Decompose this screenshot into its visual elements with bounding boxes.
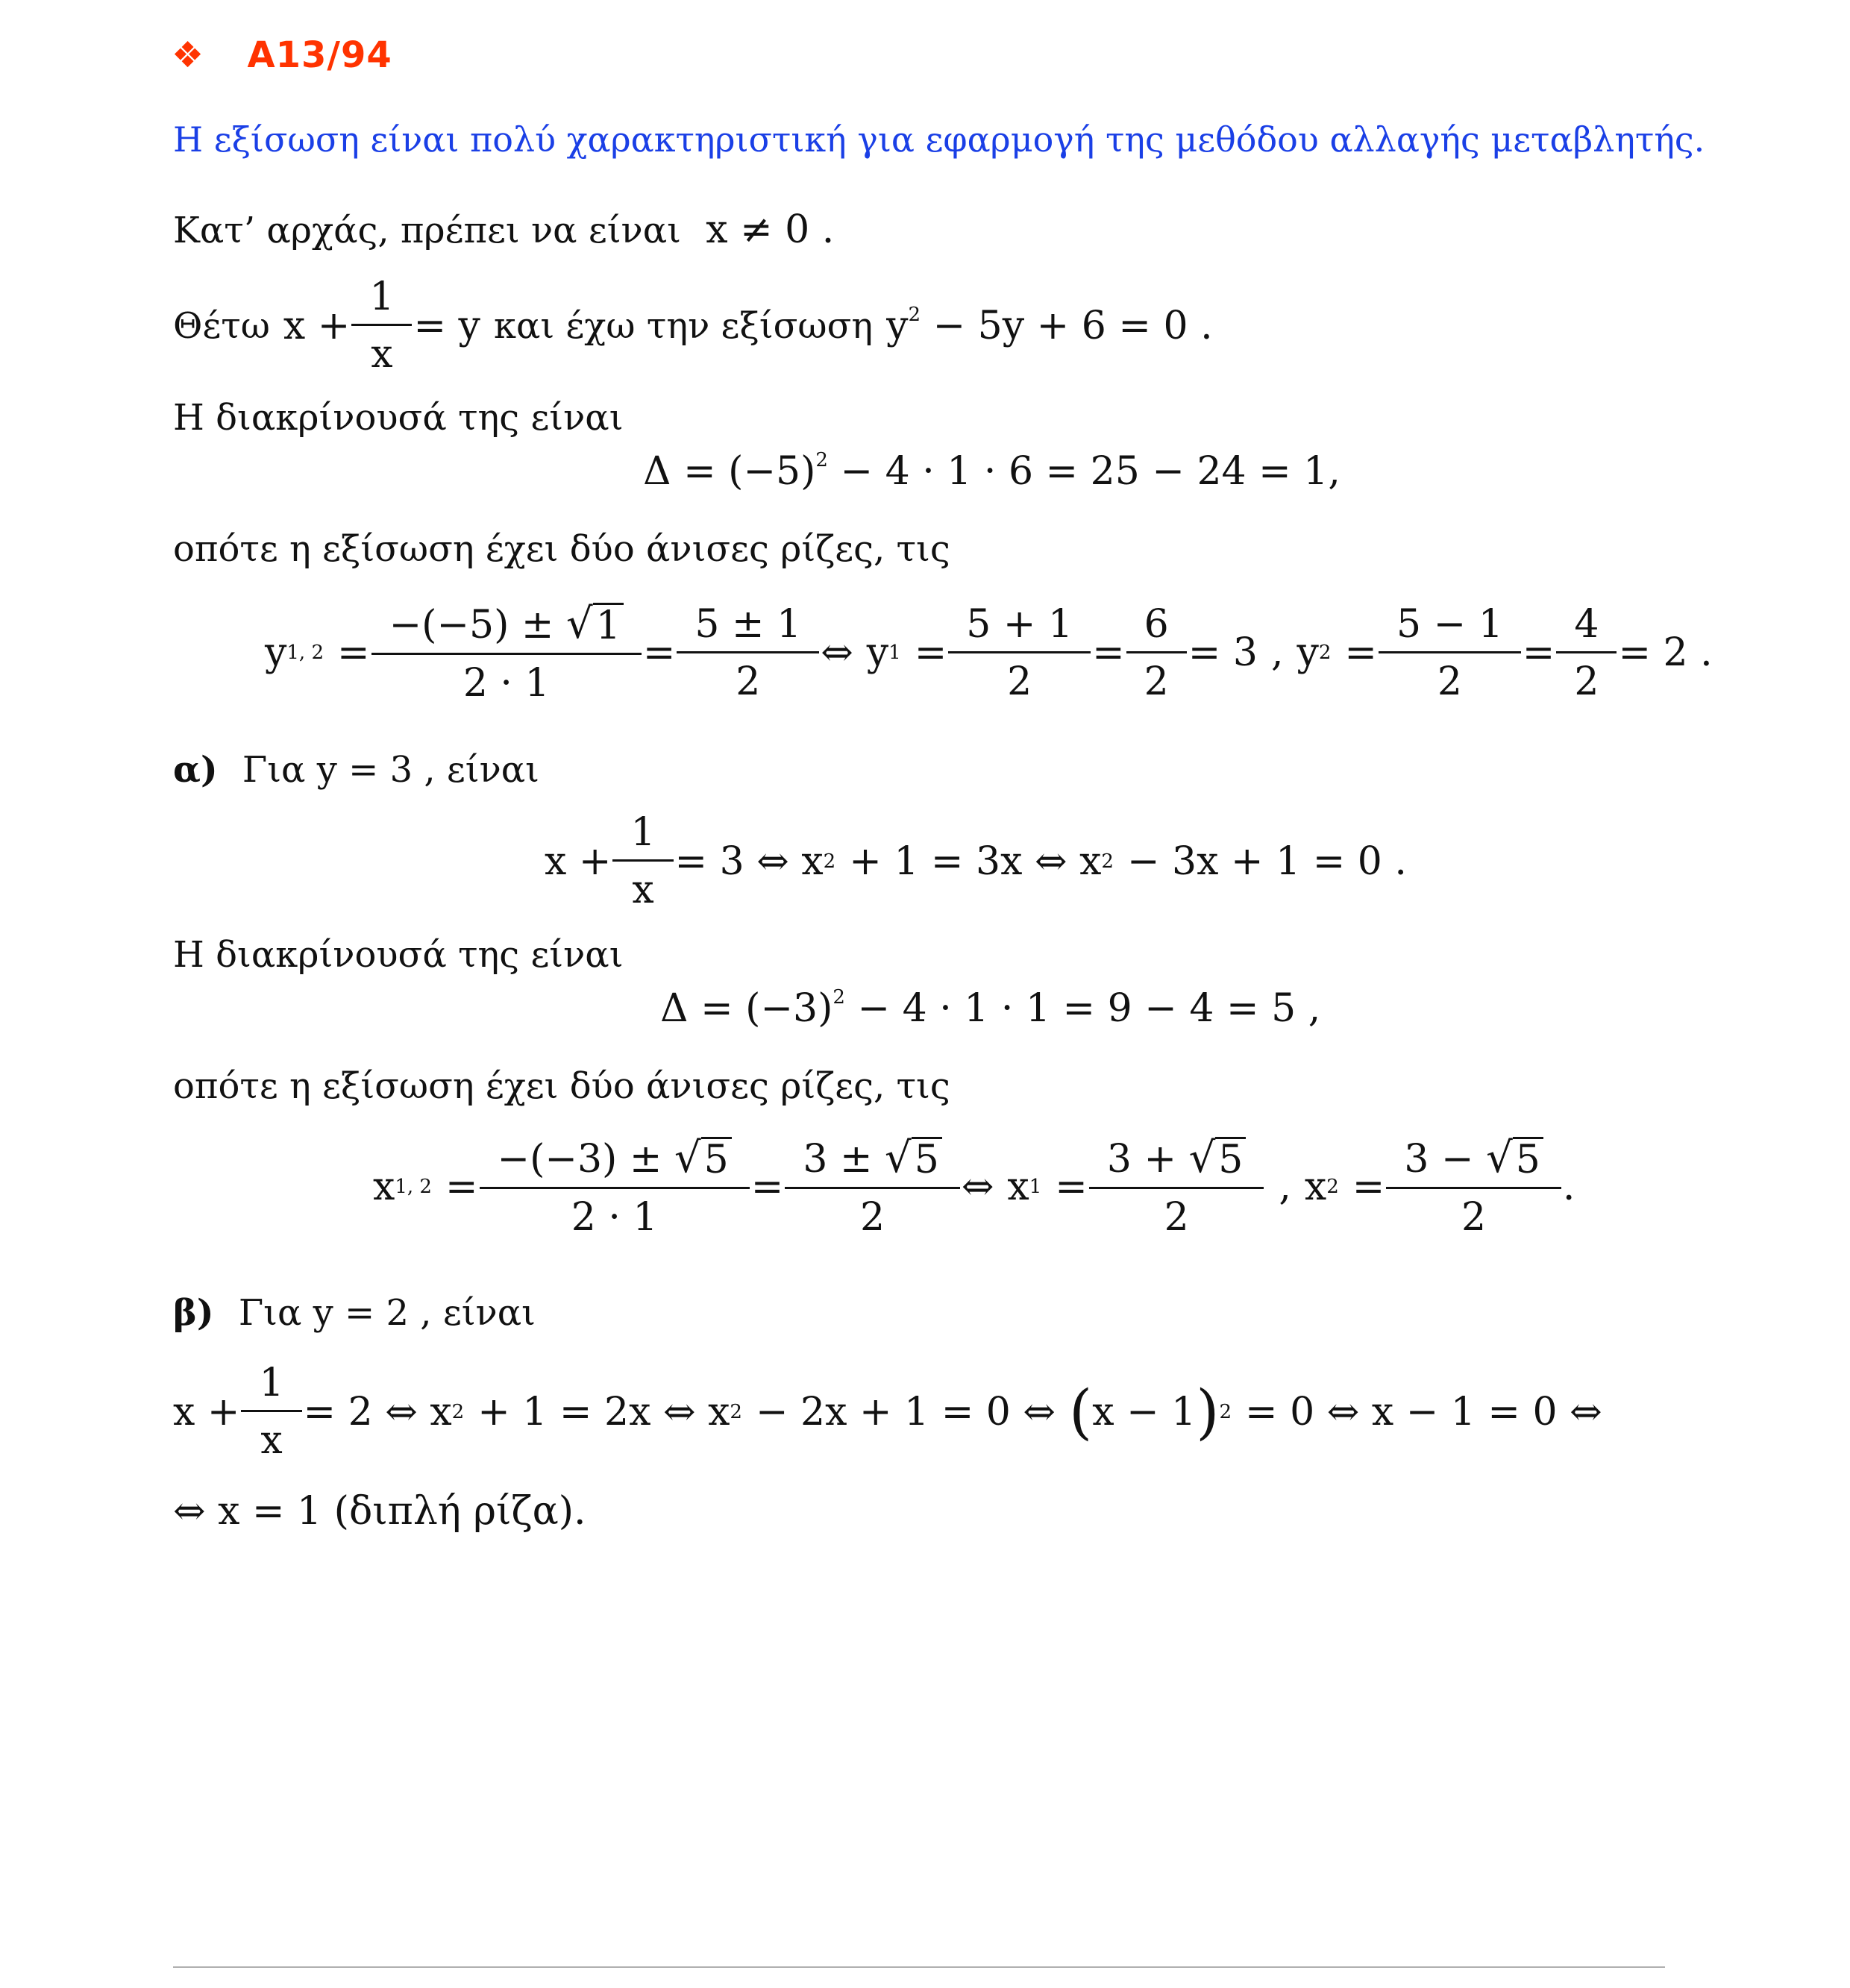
roots-eq-y: y 1, 2 = −(−5) ± √ 1 2 · 1 = $\frac{5 \pm 1}{2}$ ⇔ y 1 = $\frac{5 + 1}{2}$ = $\frac{6}{2}$ = 3 , y 2 = $\frac{5 - 1}{2}$ = $\frac{4}{2}$ = 2 . <box>265 600 1713 706</box>
part-b-label: β) <box>173 1292 214 1334</box>
discriminant-eq-2: $\Delta = (-3)^2 - 4 \cdot 1 \cdot 1 = 9 - 4 = 5$ , <box>660 986 1321 1031</box>
quadratic-in-y: $y^2 - 5y + 6 = 0$ . <box>886 303 1213 348</box>
sqrt-5: √ 5 <box>885 1137 942 1179</box>
diamond-bullet-icon: ❖ <box>172 34 205 76</box>
part-b-heading: β) Για y = 2 , είναι <box>173 1292 536 1334</box>
roots-eq-x: x 1, 2 = −(−3) ± √ 5 2 · 1 = 3 ± √ 5 2 ⇔ x 1 = 3 + √ 5 2 , x 2 = 3 − √ 5 2 . <box>373 1134 1575 1240</box>
fraction-one-over-x: $\frac{1}{x}$ <box>360 277 403 374</box>
part-a-label: α) <box>173 749 218 791</box>
part-b-equation: x + $\frac{1}{x}$ = 2 ⇔ x 2 + 1 = 2x ⇔ x 2 − 2x + 1 = 0 ⇔ ( x − 1 ) 2 = 0 ⇔ x − 1 = 0 ⇔ <box>173 1361 1602 1463</box>
part-b-final: ⇔ x = 1 (διπλή ρίζα). <box>173 1489 586 1534</box>
sqrt-5: √ 5 <box>1189 1137 1247 1179</box>
part-a-equation: x + $\frac{1}{x}$ = 3 ⇔ x 2 + 1 = 3x ⇔ x 2 − 3x + 1 = 0 . <box>545 810 1407 912</box>
sqrt-5: √ 5 <box>1486 1137 1543 1179</box>
part-a-heading: α) Για y = 3 , είναι <box>173 749 539 791</box>
sqrt-1: √ 1 <box>566 603 624 645</box>
condition-line: Κατ’ αρχάς, πρέπει να είναι x ≠ 0 . <box>173 207 835 252</box>
section-heading <box>172 34 392 76</box>
footer-divider <box>173 1966 1665 1968</box>
substitution-line: Θέτω x + $\frac{1}{x}$ = y και έχω την εξίσωση $y^2 - 5y + 6 = 0$ . <box>173 275 1213 377</box>
fraction-quadratic-formula: −(−5) ± √ 1 2 · 1 <box>380 603 633 703</box>
discriminant-label-1: Η διακρίνουσά της είναι <box>173 397 624 439</box>
condition-math: x ≠ 0 . <box>706 207 835 252</box>
discriminant-eq-1: $\Delta = (-5)^2 - 4 \cdot 1 \cdot 6 = 25 - 24 = 1$, <box>643 449 1341 494</box>
problem-id: A13/94 <box>247 34 392 76</box>
roots-label-2: οπότε η εξίσωση έχει δύο άνισες ρίζες, τις <box>173 1065 950 1107</box>
sqrt-5: √ 5 <box>674 1137 732 1179</box>
roots-label-1: οπότε η εξίσωση έχει δύο άνισες ρίζες, τις <box>173 528 950 570</box>
discriminant-label-2: Η διακρίνουσά της είναι <box>173 934 624 976</box>
intro-text: Η εξίσωση είναι πολύ χαρακτηριστική για εφαρμογή της μεθόδου αλλαγής μεταβλητής. <box>173 119 1705 160</box>
